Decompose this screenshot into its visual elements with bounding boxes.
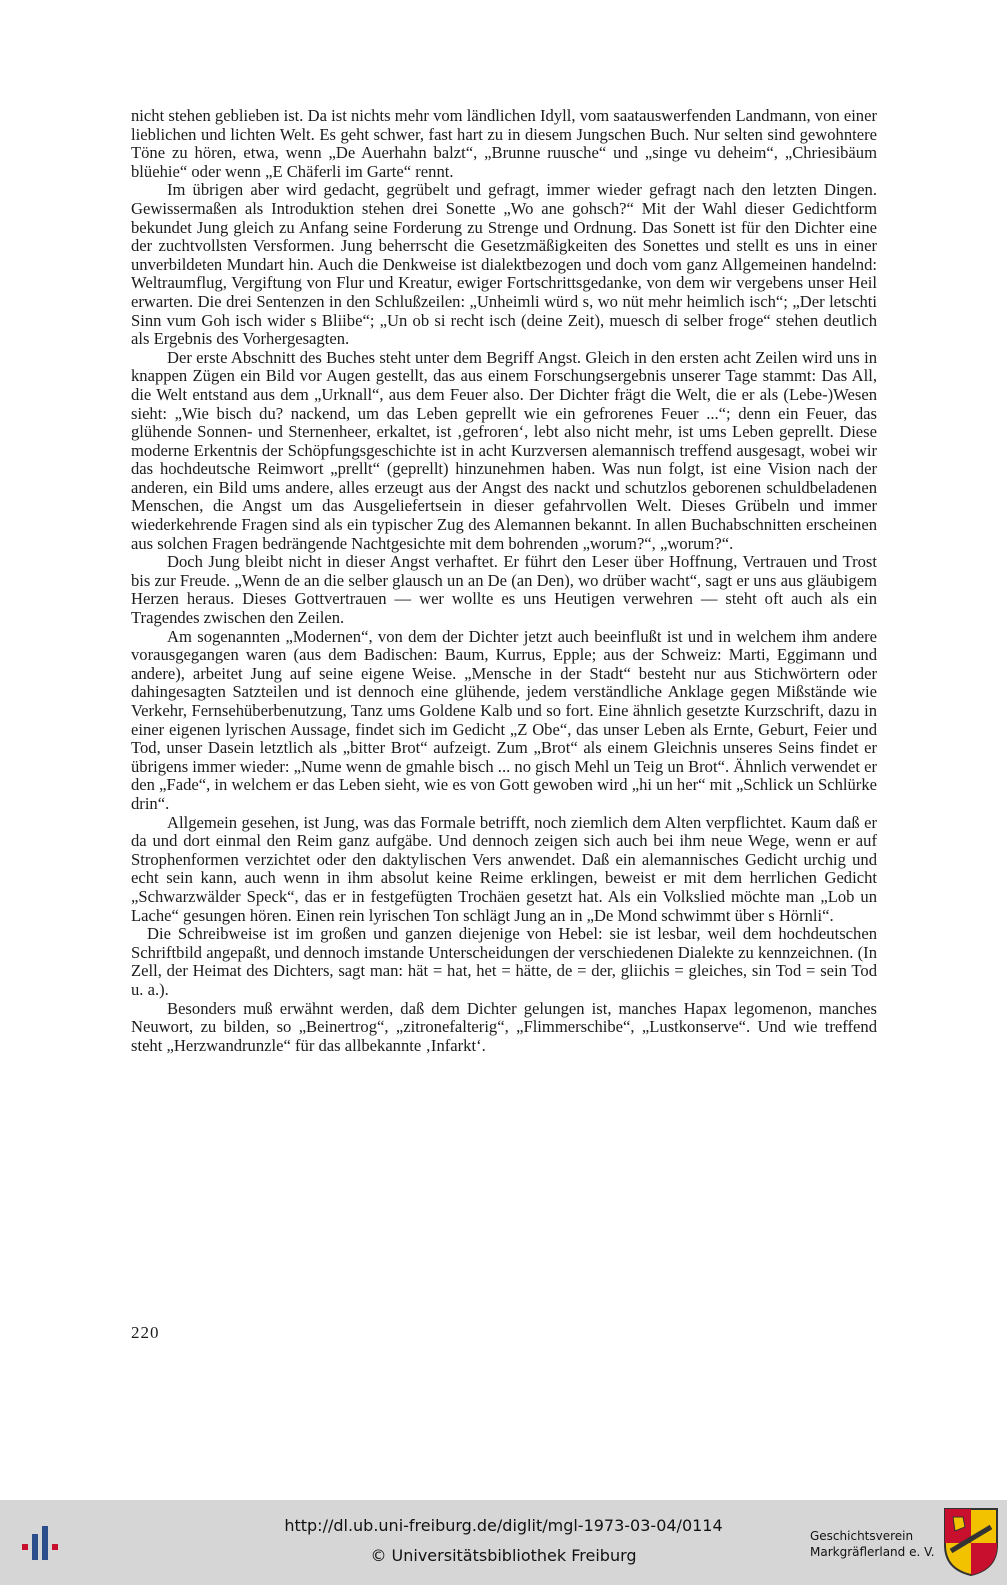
paragraph-2: Im übrigen aber wird gedacht, gegrübelt und gefragt, immer wieder gefragt nach den letzten Dingen. Gewissermaßen als Introduktion stehen drei Sonette „Wo ane gohsch?“ Mit der Wahl dieser Gedichtform bekundet Jung gleich zu Anfang seine Forderung zu Strenge und Ordnung. Das Sonett ist für den Dichter eine der zuchtvollsten Versformen. Jung beherrscht die Gesetzmäßigkeiten des Sonettes und stellt es uns in einer unverbildeten Mundart hin. Auch die Denkweise ist dialektbezogen und doch vom ganz Allgemeinen handelnd: Weltraumflug, Vergiftung von Flur und Kreatur, ewiger Fortschrittsgedanke, von dem wir vergebens unser Heil erwarten. Die drei Sentenzen in den Schlußzeilen: „Unheimli würd s, wo nüt mehr heimlich isch“; „Der letschti Sinn vum Goh isch wider s Bliibe“; „Un ob si recht isch (deine Zeit), muesch di selber froge“ stehen deutlich als Ergebnis des Vorhergesagten. bbox=[131, 180, 877, 349]
society-name bbox=[810, 1528, 940, 1560]
document-url-link[interactable]: http://dl.ub.uni-freiburg.de/diglit/mgl-1973-03-04/0114 bbox=[284, 1516, 723, 1535]
paragraph-4: Doch Jung bleibt nicht in dieser Angst verhaftet. Er führt den Leser über Hoffnung, Vertrauen und Trost bis zur Freude. „Wenn de an die selber glausch un an De (an Den), wo drüber wacht“, sagt er uns aus gläubigem Herzen heraus. Dieses Gottvertrauen — wer wollte es uns Heutigen verwehren — steht oft auch als ein Tragendes zwischen den Zeilen. bbox=[131, 552, 877, 628]
paragraph-5: Am sogenannten „Modernen“, von dem der Dichter jetzt auch beeinflußt ist und in welchem ihm andere vorausgegangen waren (aus dem Badischen: Baum, Kurrus, Epple; aus der Schweiz: Marti, Eggimann und andere), arbeitet Jung auf seine eigene Weise. „Mensche in der Stadt“ besteht nur aus Stichwörtern oder dahingesagten Satzteilen und ist dennoch eine glühende, jedem verständliche Anklage gegen Mißstände wie Verkehr, Fernsehüberbenutzung, Tanz ums Goldene Kalb und so fort. Eine ähnlich gesetzte Kurzschrift, dazu in einer eigenen lyrischen Aussage, findet sich im Gedicht „Z Obe“, das unser Leben als Ernte, Geburt, Feier und Tod, unser Dasein letztlich als „bitter Brot“ aufzeigt. Zum „Brot“ als einem Gleichnis unseres Seins findet er übrigens immer wieder: „Nume wenn de gmahle bisch ... no gisch Mehl un Teig un Brot“. Ähnlich verwendet er den „Fade“, in welchem er das Leben sieht, wie es von Gott gewoben wird „hi un her“ mit „Schlick un Schlürke drin“. bbox=[131, 626, 877, 813]
paragraph-6: Allgemein gesehen, ist Jung, was das Formale betrifft, noch ziemlich dem Alten verpflichtet. Kaum daß er da und dort einmal den Reim ganz aufgäbe. Und dennoch zeigen sich auch bei ihm neue Wege, wenn er auf Strophenformen verzichtet oder den daktylischen Vers anwendet. Daß ein alemannisches Gedicht urchig und echt sein kann, auch wenn in ihm absolut keine Reime erklingen, beweist er mit dem herrlichen Gedicht „Schwarzwälder Speck“, das er in festgefügten Trochäen gesetzt hat. Als ein Volkslied möchte man „Lob un Lache“ gesungen hören. Einen rein lyrischen Ton schlägt Jung an in „De Mond schwimmt über s Hörnli“. bbox=[131, 812, 877, 925]
article-body bbox=[131, 107, 877, 1055]
copyright-text: © Universitätsbibliothek Freiburg bbox=[370, 1546, 637, 1565]
paragraph-8: Besonders muß erwähnt werden, daß dem Dichter gelungen ist, manches Hapax legomenon, manches Neuwort, zu bilden, so „Beinertrog“, „zitronefalterig“, „Flimmerschibe“, „Lustkonserve“. Und wie treffend steht „Herzwandrunzle“ für das allbekannte ‚Infarkt‘. bbox=[131, 998, 877, 1055]
paragraph-1: nicht stehen geblieben ist. Da ist nichts mehr vom ländlichen Idyll, vom saatauswerfenden Landmann, von einer lieblichen und lichten Welt. Es geht schwer, fast hart zu in diesem Jungschen Buch. Nur selten sind gewohntere Töne zu hören, etwa, wenn „De Auerhahn balzt“, „Brunne ruusche“ und „singe vu deheim“, „Chriesibäum blüehie“ oder wenn „E Chäferli im Garte“ rennt. bbox=[131, 106, 877, 181]
page-number: 220 bbox=[131, 1323, 160, 1342]
paragraph-7: Die Schreibweise ist im großen und ganzen diejenige von Hebel: sie ist lesbar, weil dem hochdeutschen Schriftbild angepaßt, und dennoch imstande Unterscheidungen der verschiedenen Dialekte zu kennzeichnen. (In Zell, der Heimat des Dichters, sagt man: hät = hat, het = hätte, de = der, gliichis = gleiches, sin Tod = sein Tod u. a.). bbox=[131, 924, 877, 999]
society-name-line-1: Geschichtsverein bbox=[810, 1529, 914, 1543]
paragraph-3: Der erste Abschnitt des Buches steht unter dem Begriff Angst. Gleich in den ersten acht Zeilen wird uns in knappen Zügen ein Bild vor Augen gestellt, das aus einem Forschungsergebnis unserer Tage stammt: Das All, die Welt entstand aus dem „Urknall“, aus dem Feuer also. Der Dichter frägt die Welt, die er als (Lebe-)Wesen sieht: „Wie bisch du? nackend, um das Leben geprellt wie ein gefrorenes Feuer ...“; denn ein Feuer, das glühende Sonnen- und Sternenheer, erkaltet, ist ‚gefroren‘, lebt also nicht mehr, ist ums Leben geprellt. Diese moderne Erkentnis der Schöpfungsgeschichte ist in acht Kurzversen alemannisch treffend ausgesagt, wobei wir das hochdeutsche Reimwort „prellt“ (geprellt) hinzunehmen haben. Was nun folgt, ist eine Vision nach der anderen, ein Bild ums andere, alles erzeugt aus der Angst des nackt und schutzlos geborenen schuldbeladenen Menschen, die Angst um das Ausgeliefertsein in dieser gefahrvollen Welt. Dieses Grübeln und immer wiederkehrende Fragen sind als ein typischer Zug des Alemannen bekannt. In allen Buchabschnitten erscheinen aus solchen Fragen bedrängende Nachtgesichte mit dem bohrenden „worum?“, „worum?“. bbox=[131, 347, 877, 553]
footer-bar bbox=[0, 1500, 1007, 1585]
society-name-line-2: Markgräflerland e. V. bbox=[810, 1545, 935, 1559]
coat-of-arms-icon bbox=[943, 1507, 999, 1577]
